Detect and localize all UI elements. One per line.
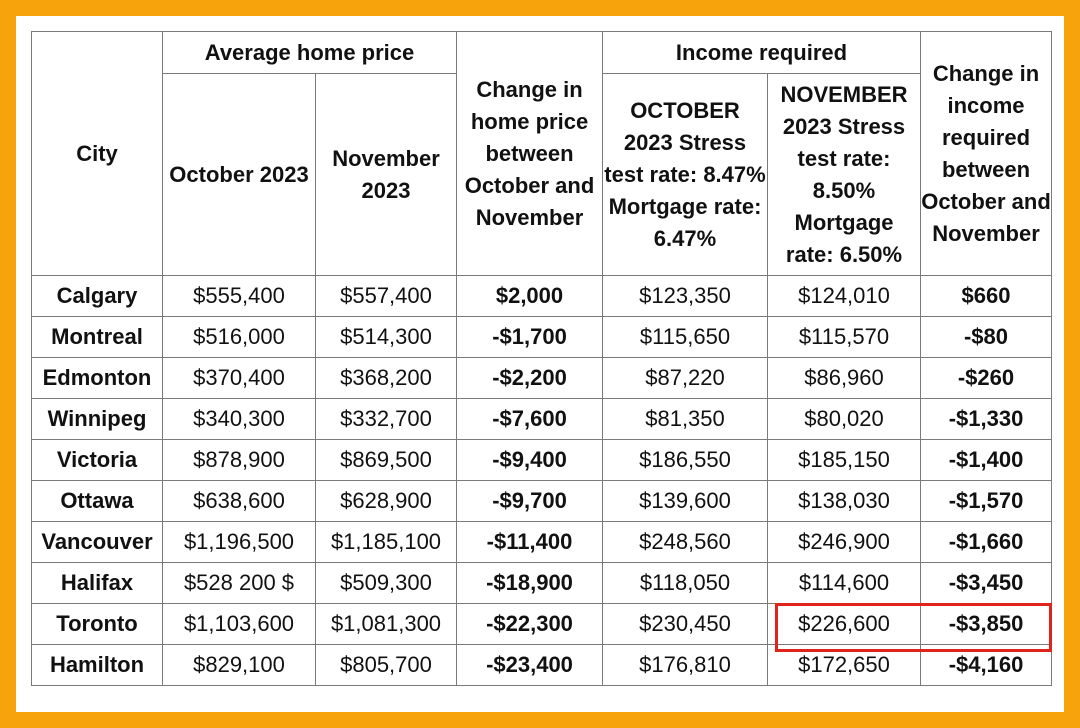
table-row xyxy=(32,604,1052,645)
change-price-cell: -$2,200 xyxy=(457,358,603,399)
income-nov-cell: $185,150 xyxy=(768,440,921,481)
table-row xyxy=(32,645,1052,686)
income-nov-cell: $115,570 xyxy=(768,317,921,358)
avg-oct-cell: $878,900 xyxy=(163,440,316,481)
avg-nov-cell: $514,300 xyxy=(316,317,457,358)
city-cell: Winnipeg xyxy=(32,399,163,440)
income-oct-cell: $176,810 xyxy=(603,645,768,686)
avg-oct-cell: $555,400 xyxy=(163,276,316,317)
header-income-required: Income required xyxy=(603,32,921,74)
table-row xyxy=(32,276,1052,317)
income-oct-cell: $248,560 xyxy=(603,522,768,563)
avg-nov-cell: $557,400 xyxy=(316,276,457,317)
city-cell: Ottawa xyxy=(32,481,163,522)
income-oct-cell: $230,450 xyxy=(603,604,768,645)
avg-nov-cell: $368,200 xyxy=(316,358,457,399)
change-income-cell: -$1,660 xyxy=(921,522,1052,563)
header-change-home-price: Change in home price between October and November xyxy=(457,32,603,276)
avg-oct-cell: $1,103,600 xyxy=(163,604,316,645)
income-nov-cell: $114,600 xyxy=(768,563,921,604)
income-nov-cell: $80,020 xyxy=(768,399,921,440)
income-oct-cell: $123,350 xyxy=(603,276,768,317)
change-price-cell: -$9,400 xyxy=(457,440,603,481)
city-cell: Montreal xyxy=(32,317,163,358)
header-change-income: Change in income required between October and November xyxy=(921,32,1052,276)
table-row xyxy=(32,522,1052,563)
avg-oct-cell: $829,100 xyxy=(163,645,316,686)
table-row xyxy=(32,440,1052,481)
header-avg-nov: November 2023 xyxy=(316,74,457,276)
table-row xyxy=(32,358,1052,399)
avg-nov-cell: $332,700 xyxy=(316,399,457,440)
avg-nov-cell: $509,300 xyxy=(316,563,457,604)
change-price-cell: -$9,700 xyxy=(457,481,603,522)
income-oct-cell: $81,350 xyxy=(603,399,768,440)
city-cell: Toronto xyxy=(32,604,163,645)
table-row xyxy=(32,563,1052,604)
avg-nov-cell: $1,185,100 xyxy=(316,522,457,563)
avg-nov-cell: $869,500 xyxy=(316,440,457,481)
income-oct-cell: $139,600 xyxy=(603,481,768,522)
header-city: City xyxy=(32,32,163,276)
change-price-cell: -$1,700 xyxy=(457,317,603,358)
table-row xyxy=(32,317,1052,358)
change-income-cell: -$80 xyxy=(921,317,1052,358)
city-cell: Edmonton xyxy=(32,358,163,399)
header-income-oct: OCTOBER 2023 Stress test rate: 8.47% Mortgage rate: 6.47% xyxy=(603,74,768,276)
avg-oct-cell: $1,196,500 xyxy=(163,522,316,563)
change-income-cell: -$4,160 xyxy=(921,645,1052,686)
income-oct-cell: $186,550 xyxy=(603,440,768,481)
income-nov-cell: $124,010 xyxy=(768,276,921,317)
change-price-cell: -$23,400 xyxy=(457,645,603,686)
header-income-nov: NOVEMBER 2023 Stress test rate: 8.50% Mortgage rate: 6.50% xyxy=(768,74,921,276)
city-cell: Hamilton xyxy=(32,645,163,686)
income-oct-cell: $115,650 xyxy=(603,317,768,358)
avg-oct-cell: $340,300 xyxy=(163,399,316,440)
change-income-cell: -$3,450 xyxy=(921,563,1052,604)
change-income-cell: $660 xyxy=(921,276,1052,317)
change-price-cell: -$11,400 xyxy=(457,522,603,563)
income-nov-cell: $86,960 xyxy=(768,358,921,399)
avg-oct-cell: $528 200 $ xyxy=(163,563,316,604)
avg-nov-cell: $628,900 xyxy=(316,481,457,522)
city-cell: Calgary xyxy=(32,276,163,317)
income-oct-cell: $118,050 xyxy=(603,563,768,604)
avg-oct-cell: $516,000 xyxy=(163,317,316,358)
city-cell: Halifax xyxy=(32,563,163,604)
city-cell: Victoria xyxy=(32,440,163,481)
change-income-cell: -$260 xyxy=(921,358,1052,399)
change-price-cell: -$18,900 xyxy=(457,563,603,604)
change-income-cell: -$1,330 xyxy=(921,399,1052,440)
header-average-home-price: Average home price xyxy=(163,32,457,74)
change-price-cell: -$7,600 xyxy=(457,399,603,440)
table-row xyxy=(32,399,1052,440)
income-nov-cell: $226,600 xyxy=(768,604,921,645)
change-income-cell: -$1,570 xyxy=(921,481,1052,522)
income-table xyxy=(31,31,1052,686)
change-price-cell: $2,000 xyxy=(457,276,603,317)
change-price-cell: -$22,300 xyxy=(457,604,603,645)
table-row xyxy=(32,481,1052,522)
city-cell: Vancouver xyxy=(32,522,163,563)
income-oct-cell: $87,220 xyxy=(603,358,768,399)
income-nov-cell: $172,650 xyxy=(768,645,921,686)
income-nov-cell: $246,900 xyxy=(768,522,921,563)
avg-nov-cell: $1,081,300 xyxy=(316,604,457,645)
change-income-cell: -$3,850 xyxy=(921,604,1052,645)
avg-oct-cell: $370,400 xyxy=(163,358,316,399)
header-avg-oct: October 2023 xyxy=(163,74,316,276)
change-income-cell: -$1,400 xyxy=(921,440,1052,481)
avg-nov-cell: $805,700 xyxy=(316,645,457,686)
avg-oct-cell: $638,600 xyxy=(163,481,316,522)
income-nov-cell: $138,030 xyxy=(768,481,921,522)
